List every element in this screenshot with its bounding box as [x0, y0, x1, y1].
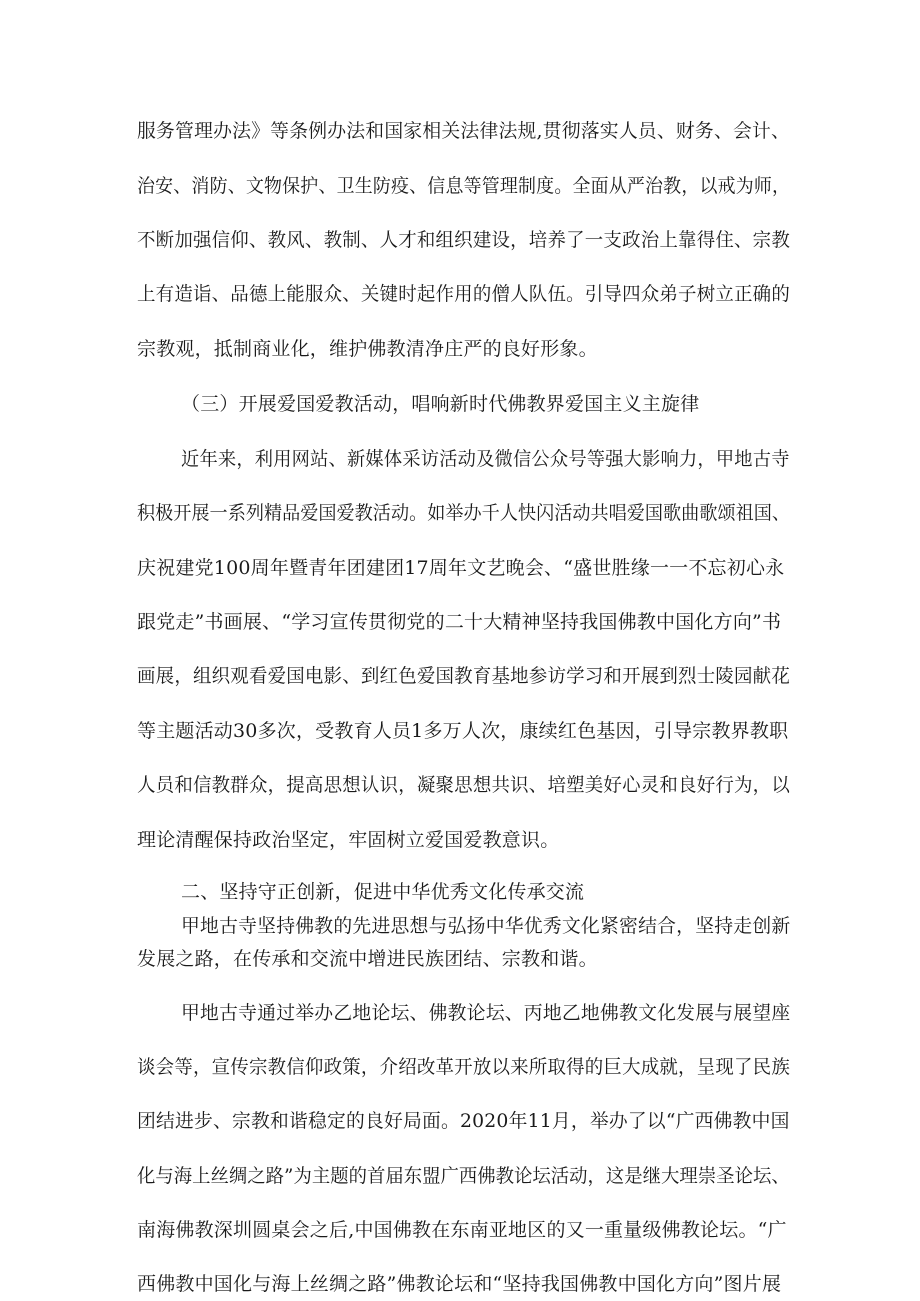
- paragraph-line: 南海佛教深圳圆桌会之后,中国佛教在东南亚地区的又一重量级佛教论坛。“广: [137, 1219, 787, 1241]
- chapter-heading: 二、坚持守正创新，促进中华优秀文化传承交流: [181, 881, 585, 903]
- paragraph-line: 化与海上丝绸之路”为主题的首届东盟广西佛教论坛活动，这是继大理崇圣论坛、: [137, 1165, 790, 1187]
- paragraph-line: 跟党走”书画展、“学习宣传贯彻党的二十大精神坚持我国佛教中国化方向”书: [137, 611, 782, 633]
- paragraph-line: 谈会等，宣传宗教信仰政策，介绍改革开放以来所取得的巨大成就，呈现了民族: [137, 1056, 790, 1078]
- paragraph-line: 理论清醒保持政治坚定，牢固树立爱国爱教意识。: [137, 829, 560, 851]
- paragraph-line: 发展之路，在传承和交流中增进民族团结、宗教和谐。: [137, 948, 598, 970]
- paragraph-line: 积极开展一系列精品爱国爱教活动。如举办千人快闪活动共唱爱国歌曲歌颂祖国、: [137, 502, 791, 524]
- paragraph-line: 等主题活动30多次，受教育人员1多万人次，康续红色基因，引导宗教界教职: [137, 720, 789, 742]
- paragraph-line: 近年来，利用网站、新媒体采访活动及微信公众号等强大影响力，甲地古寺: [181, 448, 790, 470]
- paragraph-line: 画展，组织观看爱国电影、到红色爱国教育基地参访学习和开展到烈士陵园献花: [137, 665, 790, 687]
- paragraph-line: 上有造诣、品德上能服众、关键时起作用的僧人队伍。引导四众弟子树立正确的: [137, 283, 790, 305]
- paragraph-line: 治安、消防、文物保护、卫生防疫、信息等管理制度。全面从严治教，以戒为师，: [137, 175, 791, 197]
- paragraph-line: 庆祝建党100周年暨青年团建团17周年文艺晚会、“盛世胜缘一一不忘初心永: [137, 557, 785, 579]
- paragraph-line: 不断加强信仰、教风、教制、人才和组织建设，培养了一支政治上靠得住、宗教: [137, 229, 790, 251]
- paragraph-line: 甲地古寺通过举办乙地论坛、佛教论坛、丙地乙地佛教文化发展与展望座: [181, 1002, 791, 1024]
- paragraph-line: 服务管理办法》等条例办法和国家相关法律法规,贯彻落实人员、财务、会计、: [137, 120, 791, 142]
- paragraph-line: 甲地古寺坚持佛教的先进思想与弘扬中华优秀文化紧密结合，坚持走创新: [181, 915, 791, 937]
- section-heading: （三）开展爱国爱教活动，唱响新时代佛教界爱国主义主旋律: [181, 393, 700, 415]
- paragraph-line: 西佛教中国化与海上丝绸之路”佛教论坛和“坚持我国佛教中国化方向”图片展: [137, 1273, 782, 1295]
- paragraph-line: 团结进步、宗教和谐稳定的良好局面。2020年11月，举办了以“广西佛教中国: [137, 1110, 790, 1132]
- paragraph-line: 人员和信教群众，提高思想认识，凝聚思想共识、培塑美好心灵和良好行为，以: [137, 774, 790, 796]
- paragraph-line: 宗教观，抵制商业化，维护佛教清净庄严的良好形象。: [137, 338, 598, 360]
